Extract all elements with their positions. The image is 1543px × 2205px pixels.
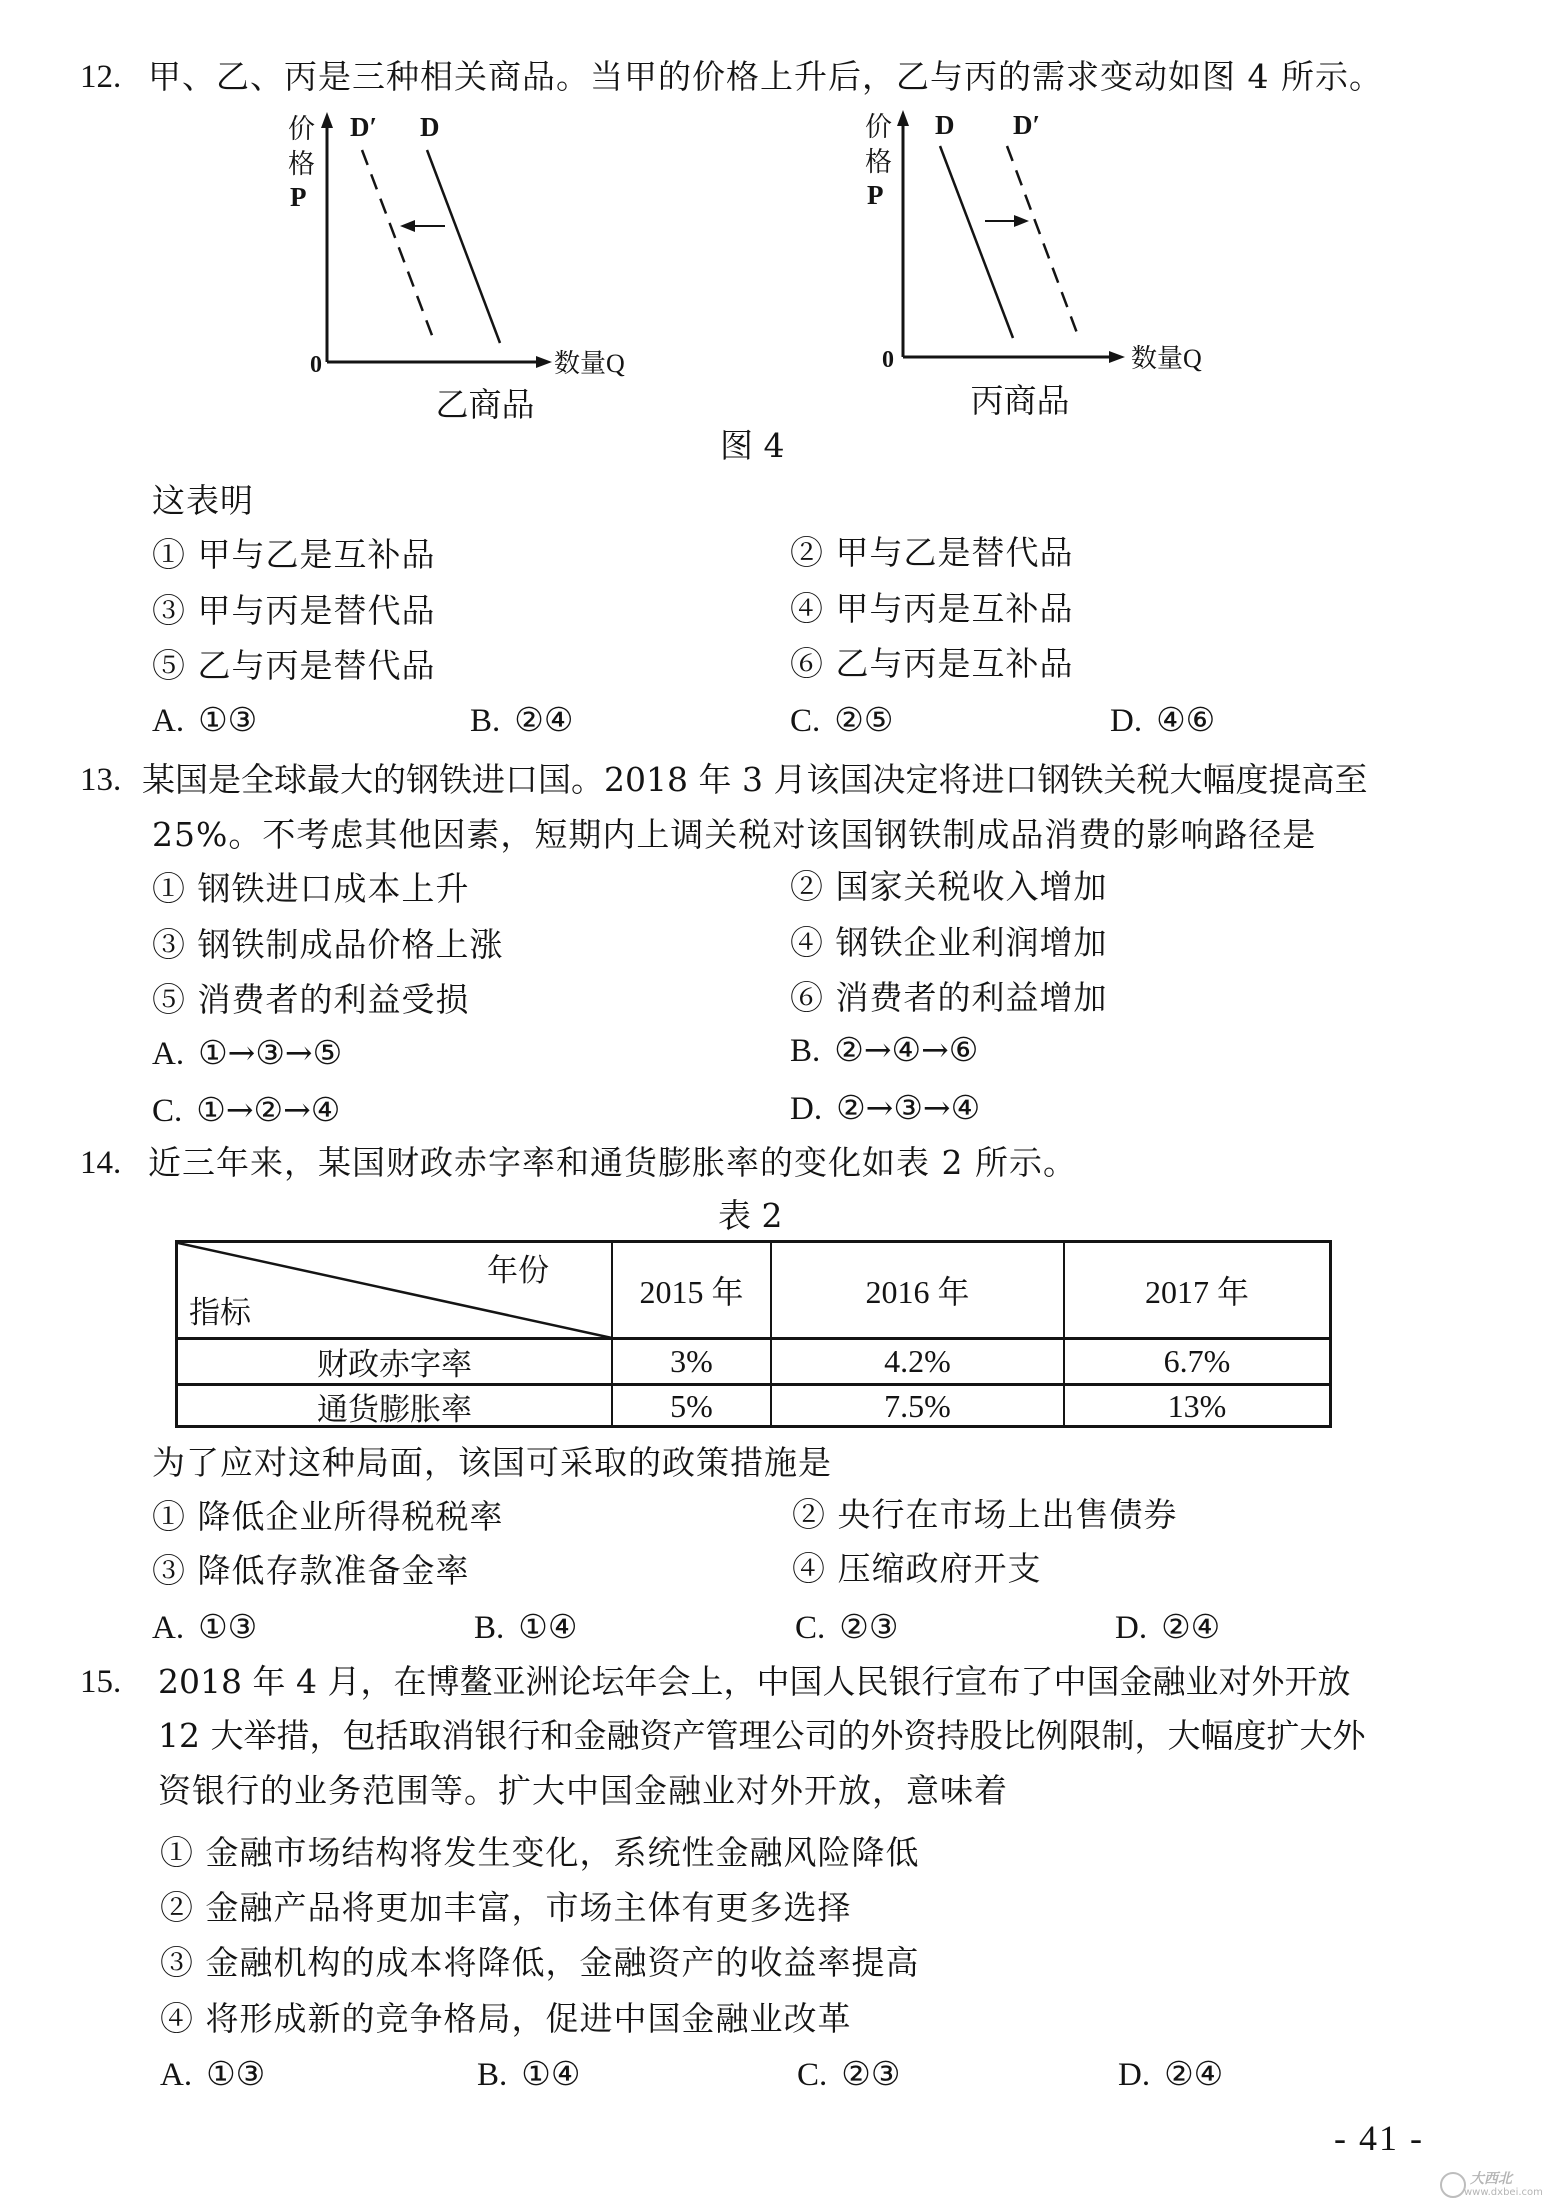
y-axis-label <box>288 114 315 212</box>
y-axis-arrow-icon <box>897 110 909 126</box>
shifted-curve-label: D′ <box>350 112 378 142</box>
statement-text: 央行在市场上出售债券 <box>837 1495 1178 1534</box>
statement-text: 国家关税收入增加 <box>835 867 1108 906</box>
choice-value: ①③ <box>206 2054 266 2093</box>
choice-value: ②→④→⑥ <box>834 1030 979 1069</box>
choice-value: ②④ <box>1164 2054 1224 2093</box>
table-corner-bottom-label: 指标 <box>189 1294 251 1331</box>
choice-letter: D. <box>1110 703 1143 739</box>
choice-letter: C. <box>152 1093 183 1129</box>
choice-letter: B. <box>790 1033 821 1069</box>
statement-mark: ② <box>160 1888 194 1927</box>
choice-letter: B. <box>474 1610 505 1646</box>
table-cell: 6.7% <box>1163 1343 1231 1379</box>
question-13-number: 13. <box>80 762 122 798</box>
choice-letter: D. <box>1115 1610 1148 1646</box>
choice-value: ②④ <box>1161 1607 1221 1646</box>
statement-text: 乙与丙是互补品 <box>835 644 1074 683</box>
q12-statement <box>790 533 1074 573</box>
question-12-stem: 甲、乙、丙是三种相关商品。当甲的价格上升后，乙与丙的需求变动如图 4 所示。 <box>148 57 1383 96</box>
statement-mark: ⑤ <box>152 980 186 1019</box>
q13-choice-c[interactable] <box>152 1090 340 1131</box>
q14-statement <box>792 1549 1042 1589</box>
figure-4-left-graph <box>270 100 660 430</box>
original-curve-label: D <box>935 110 955 140</box>
y-axis-label-char: 格 <box>288 149 315 179</box>
statement-text: 乙与丙是替代品 <box>197 646 436 685</box>
q12-choice-d[interactable] <box>1110 700 1215 741</box>
shifted-demand-curve <box>362 150 433 338</box>
statement-text: 钢铁制成品价格上涨 <box>197 925 504 964</box>
statement-text: 钢铁企业利润增加 <box>835 923 1108 962</box>
statement-mark: ② <box>790 867 824 906</box>
statement-text: 将形成新的竞争格局，促进中国金融业改革 <box>205 1999 852 2038</box>
q12-statement <box>152 591 436 631</box>
statement-text: 降低企业所得税税率 <box>197 1497 504 1536</box>
origin-label: 0 <box>882 347 894 373</box>
choice-letter: A. <box>160 2057 193 2093</box>
question-13-stem-line: 某国是全球最大的钢铁进口国。2018 年 3 月该国决定将进口钢铁关税大幅度提高至 <box>142 760 1368 799</box>
x-axis-arrow-icon <box>1109 351 1125 363</box>
choice-letter: A. <box>152 1610 185 1646</box>
question-14-lead: 为了应对这种局面，该国可采取的政策措施是 <box>152 1443 832 1482</box>
watermark-name: 大西北 <box>1470 2171 1512 2187</box>
statement-mark: ⑥ <box>790 978 824 1017</box>
original-demand-curve <box>427 150 500 343</box>
table-cell: 7.5% <box>884 1387 951 1424</box>
q14-choice-d[interactable] <box>1115 1607 1220 1648</box>
x-axis-arrow-icon <box>536 356 552 368</box>
table-2-caption: 表 2 <box>718 1196 783 1235</box>
table-row-label: 财政赤字率 <box>317 1347 472 1383</box>
statement-text: 消费者的利益增加 <box>835 978 1108 1017</box>
q14-statement <box>792 1495 1178 1535</box>
q15-statement <box>160 1943 920 1983</box>
statement-mark: ① <box>152 869 186 908</box>
question-12-number: 12. <box>80 59 122 95</box>
question-15-number: 15. <box>80 1664 122 1700</box>
choice-letter: C. <box>790 703 821 739</box>
y-axis-label-char: 格 <box>865 147 892 177</box>
q13-choice-d[interactable] <box>790 1088 980 1129</box>
y-axis-label-char: 价 <box>288 114 315 144</box>
table-cell: 4.2% <box>884 1343 951 1379</box>
choice-value: ①④ <box>518 1607 578 1646</box>
question-15-stem-line: 12 大举措，包括取消银行和金融资产管理公司的外资持股比例限制，大幅度扩大外 <box>158 1716 1366 1755</box>
choice-letter: B. <box>477 2057 508 2093</box>
statement-mark: ① <box>160 1833 194 1872</box>
watermark-url: www.dxbei.com <box>1464 2187 1543 2198</box>
x-axis-label: 数量Q <box>554 349 625 378</box>
choice-letter: D. <box>1118 2057 1151 2093</box>
q12-statement <box>152 646 436 686</box>
x-axis-label: 数量Q <box>1131 344 1202 373</box>
choice-letter: C. <box>795 1610 826 1646</box>
q13-statement <box>790 923 1108 963</box>
choice-value: ②⑤ <box>834 700 894 739</box>
figure-4-caption: 图 4 <box>720 426 785 465</box>
statement-text: 甲与乙是互补品 <box>197 535 436 574</box>
table-column-header: 2017 年 <box>1144 1274 1249 1310</box>
q14-choice-b[interactable] <box>474 1607 577 1648</box>
q13-statement <box>152 925 504 965</box>
q15-statement <box>160 1833 920 1873</box>
q14-choice-a[interactable] <box>152 1607 257 1648</box>
statement-text: 金融产品将更加丰富，市场主体有更多选择 <box>205 1888 852 1927</box>
question-15-stem-line: 2018 年 4 月，在博鳌亚洲论坛年会上，中国人民银行宣布了中国金融业对外开放 <box>158 1662 1351 1701</box>
choice-value: ②③ <box>839 1607 899 1646</box>
choice-value: ②→③→④ <box>836 1088 981 1127</box>
y-axis-label-char: P <box>867 180 884 210</box>
watermark-logo-icon <box>1440 2172 1466 2198</box>
statement-text: 甲与丙是互补品 <box>835 589 1074 628</box>
q13-statement <box>152 980 470 1020</box>
table-column-header: 2016 年 <box>865 1274 970 1310</box>
statement-mark: ⑥ <box>790 644 824 683</box>
shift-arrow-right-icon <box>1014 215 1029 227</box>
statement-mark: ③ <box>152 925 186 964</box>
statement-mark: ④ <box>792 1549 826 1588</box>
q14-statement <box>152 1497 504 1537</box>
q12-choice-a[interactable] <box>152 700 257 741</box>
figure-4-right-graph <box>845 100 1245 430</box>
statement-mark: ⑤ <box>152 646 186 685</box>
q12-choice-b[interactable] <box>470 700 573 741</box>
right-graph-title: 丙商品 <box>970 381 1070 420</box>
q12-choice-c[interactable] <box>790 700 893 741</box>
shifted-curve-label: D′ <box>1013 110 1041 140</box>
q12-statement <box>790 644 1074 684</box>
q15-statement <box>160 1888 852 1928</box>
question-14-number: 14. <box>80 1145 122 1181</box>
statement-text: 降低存款准备金率 <box>197 1551 470 1590</box>
q14-statement <box>152 1551 470 1591</box>
choice-letter: A. <box>152 703 185 739</box>
statement-mark: ④ <box>160 1999 194 2038</box>
statement-text: 钢铁进口成本上升 <box>197 869 470 908</box>
statement-mark: ④ <box>790 589 824 628</box>
original-demand-curve <box>940 146 1013 338</box>
statement-mark: ① <box>152 1497 186 1536</box>
choice-letter: C. <box>797 2057 828 2093</box>
choice-value: ④⑥ <box>1156 700 1216 739</box>
q15-choice-a[interactable] <box>160 2054 265 2095</box>
q12-statement <box>152 535 436 575</box>
q15-statement <box>160 1999 852 2039</box>
statement-mark: ② <box>792 1495 826 1534</box>
choice-value: ②④ <box>514 700 574 739</box>
statement-mark: ④ <box>790 923 824 962</box>
q15-choice-c[interactable] <box>797 2054 900 2095</box>
q14-choice-c[interactable] <box>795 1607 898 1648</box>
y-axis-label-char: 价 <box>865 112 892 142</box>
choice-letter: B. <box>470 703 501 739</box>
choice-letter: A. <box>152 1036 185 1072</box>
q15-choice-d[interactable] <box>1118 2054 1223 2095</box>
statement-text: 金融机构的成本将降低，金融资产的收益率提高 <box>205 1943 920 1982</box>
statement-mark: ③ <box>160 1943 194 1982</box>
question-13-stem-line: 25%。不考虑其他因素，短期内上调关税对该国钢铁制成品消费的影响路径是 <box>152 815 1317 854</box>
q13-statement <box>152 869 470 909</box>
choice-value: ①→③→⑤ <box>198 1033 343 1072</box>
watermark <box>1440 2168 1543 2204</box>
statement-mark: ① <box>152 535 186 574</box>
left-graph-title: 乙商品 <box>435 385 535 424</box>
statement-text: 甲与丙是替代品 <box>197 591 436 630</box>
q13-statement <box>790 978 1108 1018</box>
shift-arrow-left-icon <box>400 220 415 232</box>
choice-value: ①③ <box>198 700 258 739</box>
table-2 <box>175 1240 1332 1428</box>
q13-statement <box>790 867 1108 907</box>
statement-mark: ② <box>790 533 824 572</box>
choice-value: ②③ <box>841 2054 901 2093</box>
table-cell: 5% <box>670 1387 713 1424</box>
table-cell: 13% <box>1167 1387 1227 1424</box>
statement-text: 压缩政府开支 <box>837 1549 1042 1588</box>
page-number: - 41 - <box>1334 2118 1424 2158</box>
question-15-stem-line: 资银行的业务范围等。扩大中国金融业对外开放，意味着 <box>158 1771 1008 1810</box>
q13-choice-b[interactable] <box>790 1030 978 1071</box>
table-cell: 3% <box>670 1343 713 1379</box>
y-axis-arrow-icon <box>321 112 333 128</box>
choice-letter: D. <box>790 1091 823 1127</box>
statement-mark: ③ <box>152 1551 186 1590</box>
q13-choice-a[interactable] <box>152 1033 342 1074</box>
q15-choice-b[interactable] <box>477 2054 580 2095</box>
choice-value: ①→②→④ <box>196 1090 341 1129</box>
statement-text: 金融市场结构将发生变化，系统性金融风险降低 <box>205 1833 920 1872</box>
table-row-label: 通货膨胀率 <box>317 1391 472 1428</box>
original-curve-label: D <box>420 112 440 142</box>
q12-statement <box>790 589 1074 629</box>
origin-label: 0 <box>310 352 322 378</box>
shifted-demand-curve <box>1007 146 1077 333</box>
statement-text: 消费者的利益受损 <box>197 980 470 1019</box>
choice-value: ①④ <box>521 2054 581 2093</box>
y-axis-label <box>865 112 892 210</box>
y-axis-label-char: P <box>290 182 307 212</box>
table-corner-top-label: 年份 <box>487 1252 549 1289</box>
table-column-header: 2015 年 <box>639 1274 744 1310</box>
statement-mark: ③ <box>152 591 186 630</box>
question-12-lead: 这表明 <box>152 481 254 520</box>
question-14-stem: 近三年来，某国财政赤字率和通货膨胀率的变化如表 2 所示。 <box>148 1143 1077 1182</box>
choice-value: ①③ <box>198 1607 258 1646</box>
statement-text: 甲与乙是替代品 <box>835 533 1074 572</box>
